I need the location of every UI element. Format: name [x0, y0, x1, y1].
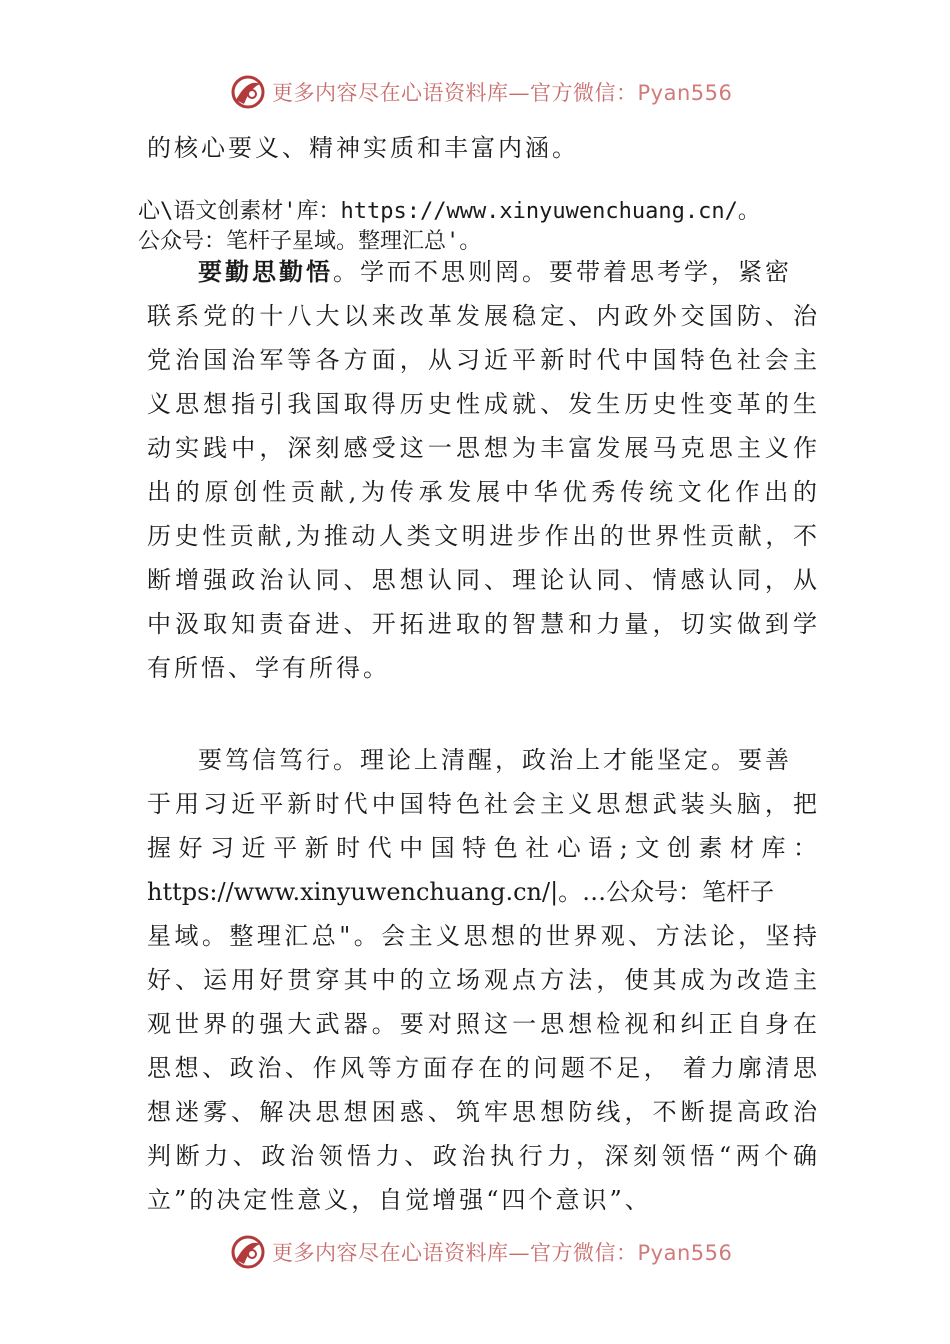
banner-title: 更多内容尽在心语资料库—官方微信：Pyan556 — [272, 81, 733, 105]
text-line: 的核心要义、精神实质和丰富内涵。 — [147, 134, 579, 162]
text-line: 好、运用好贯穿其中的立场观点方法，使其成为改造主 — [147, 966, 817, 994]
text-line: 义思想指引我国取得历史性成就、发生历史性变革的生 — [147, 390, 817, 418]
logo-icon — [230, 1234, 266, 1270]
footer-banner — [230, 1232, 733, 1272]
banner-wechat: Pyan556 — [637, 81, 733, 105]
paragraph-2-first-line: 要笃信笃行。理论上清醒，政治上才能坚定。要善 — [198, 746, 792, 774]
text-line: 思想、政治、作风等方面存在的问题不足， 着力廓清思 — [147, 1054, 817, 1082]
text-line: 想迷雾、解决思想困惑、筑牢思想防线，不断提高政治 — [147, 1098, 817, 1126]
text-line: 有所悟、学有所得。 — [147, 654, 390, 682]
text-line: 于用习近平新时代中国特色社会主义思想武装头脑，把 — [147, 790, 817, 818]
text-line: 星域。整理汇总"。会主义思想的世界观、方法论，坚持 — [147, 922, 817, 950]
text-line: 历史性贡献,为推动人类文明进步作出的世界性贡献，不 — [147, 522, 817, 550]
text-line: 中汲取知责奋进、开拓进取的智慧和力量，切实做到学 — [147, 610, 817, 638]
paragraph-1-lead: 要勤思勤悟 — [198, 258, 333, 286]
text-line: 联系党的十八大以来改革发展稳定、内政外交国防、治 — [147, 302, 817, 330]
logo-icon — [230, 74, 266, 110]
header-banner — [230, 72, 733, 112]
watermark-line: 心\语文创素材'库：https://www.xinyuwenchuang.cn/。 — [138, 199, 760, 224]
text-line: 党治国治军等各方面，从习近平新时代中国特色社会主 — [147, 346, 817, 374]
text-line: 握好习近平新时代中国特色社心语;文创素材库： — [147, 834, 817, 862]
text-line: 动实践中，深刻感受这一思想为丰富发展马克思主义作 — [147, 434, 817, 462]
paragraph-1-first-line: 要勤思勤悟。学而不思则罔。要带着思考学，紧密 — [198, 258, 792, 286]
text-line: 判断力、政治领悟力、政治执行力，深刻领悟“两个确 — [147, 1142, 817, 1170]
text-line: 观世界的强大武器。要对照这一思想检视和纠正自身在 — [147, 1010, 817, 1038]
banner-title: 更多内容尽在心语资料库—官方微信：Pyan556 — [272, 1241, 733, 1265]
text-line: 立”的决定性意义，自觉增强“四个意识”、 — [147, 1186, 652, 1214]
text-line: https://www.xinyuwenchuang.cn/|。…公众号：笔杆子 — [147, 878, 775, 906]
text-line: 断增强政治认同、思想认同、理论认同、情感认同，从 — [147, 566, 817, 594]
text-line: 出的原创性贡献,为传承发展中华优秀传统文化作出的 — [147, 478, 817, 506]
watermark-line: 公众号：笔杆子星域。整理汇总'。 — [138, 229, 482, 254]
banner-wechat: Pyan556 — [637, 1241, 733, 1265]
